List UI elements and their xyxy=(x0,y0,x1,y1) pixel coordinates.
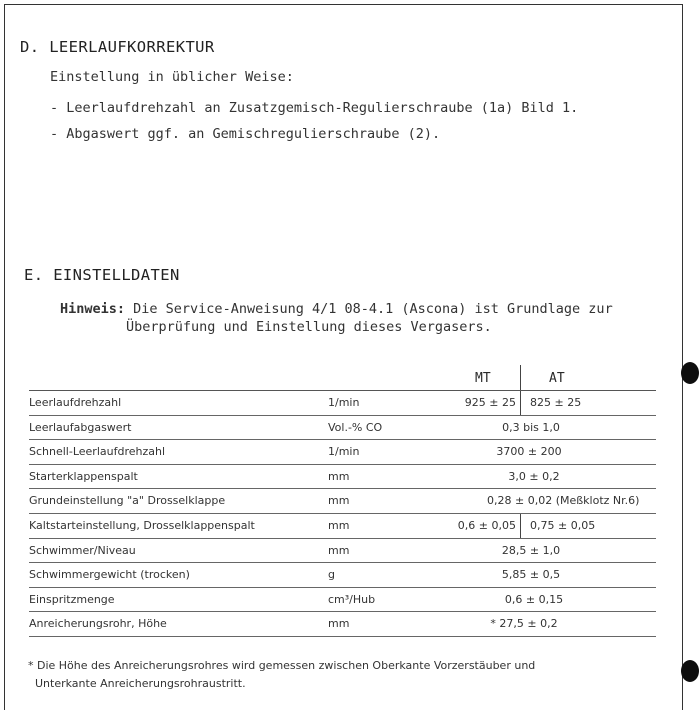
punch-hole-lower xyxy=(681,660,699,682)
section-d-item-2: - Abgaswert ggf. an Gemischregulierschraube (2). xyxy=(50,126,441,142)
footnote-line-2: Unterkante Anreicherungsrohraustritt. xyxy=(28,676,246,690)
row-value-at: 825 ± 25 xyxy=(530,396,582,409)
row-param: Anreicherungsrohr, Höhe xyxy=(29,617,167,631)
row-unit: mm xyxy=(328,469,350,483)
hint-label: Hinweis: xyxy=(60,301,126,317)
row-value: 28,5 ± 1,0 xyxy=(501,543,561,557)
section-d-heading: D. LEERLAUFKORREKTUR xyxy=(20,38,215,56)
hint-note xyxy=(60,300,613,336)
settings-table xyxy=(29,365,656,637)
column-mt-header: MT xyxy=(475,371,491,386)
row-unit: 1/min xyxy=(328,396,360,409)
row-unit: mm xyxy=(328,617,350,631)
row-param: Leerlaufabgaswert xyxy=(29,420,132,434)
row-param: Leerlaufdrehzahl xyxy=(29,396,122,409)
row-param: Einspritzmenge xyxy=(29,592,115,606)
row-unit: mm xyxy=(328,518,350,532)
row-value: 5,85 ± 0,5 xyxy=(501,568,561,582)
table-header xyxy=(29,365,656,391)
row-value: 3700 ± 200 xyxy=(496,445,562,459)
table-row xyxy=(29,539,656,564)
row-param: Grundeinstellung "a" Drosselklappe xyxy=(29,494,226,508)
row-value-at: 0,75 ± 0,05 xyxy=(530,518,596,532)
row-value: 0,3 bis 1,0 xyxy=(502,420,560,434)
table-row xyxy=(29,465,656,490)
row-value-mt: 0,6 ± 0,05 xyxy=(457,518,516,532)
row-value: * 27,5 ± 0,2 xyxy=(490,617,558,631)
row-param: Schnell-Leerlaufdrehzahl xyxy=(29,445,166,459)
row-unit: g xyxy=(328,568,335,582)
row-unit: mm xyxy=(328,494,350,508)
footnote xyxy=(28,657,535,692)
section-d-item-1: - Leerlaufdrehzahl an Zusatzgemisch-Regulierschraube (1a) Bild 1. xyxy=(50,100,579,116)
table-row xyxy=(29,416,656,441)
column-at-header: AT xyxy=(549,371,565,386)
punch-hole-upper xyxy=(681,362,699,384)
row-value-mt: 925 ± 25 xyxy=(464,396,516,409)
row-param: Schwimmer/Niveau xyxy=(29,543,136,557)
table-row xyxy=(29,391,656,416)
row-value: 3,0 ± 0,2 xyxy=(508,469,560,483)
row-value: 0,6 ± 0,15 xyxy=(504,592,564,606)
hint-text-line1: Die Service-Anweisung 4/1 08-4.1 (Ascona) ist Grundlage zur xyxy=(125,301,613,317)
table-row xyxy=(29,514,656,539)
row-param: Kaltstarteinstellung, Drosselklappenspalt xyxy=(29,518,255,532)
table-row xyxy=(29,563,656,588)
header-divider xyxy=(520,365,521,390)
row-divider xyxy=(520,391,521,415)
section-e-heading: E. EINSTELLDATEN xyxy=(24,266,180,284)
row-unit: 1/min xyxy=(328,445,360,459)
row-param: Schwimmergewicht (trocken) xyxy=(29,568,190,582)
table-row xyxy=(29,440,656,465)
row-unit: mm xyxy=(328,543,350,557)
table-row xyxy=(29,612,656,637)
table-row xyxy=(29,489,656,514)
row-unit: cm³/Hub xyxy=(328,592,376,606)
footnote-line-1: * Die Höhe des Anreicherungsrohres wird gemessen zwischen Oberkante Vorzerstäuber und xyxy=(28,659,536,672)
row-param: Starterklappenspalt xyxy=(29,469,138,483)
hint-text-line2: Überprüfung und Einstellung dieses Vergasers. xyxy=(126,319,492,335)
table-row xyxy=(29,588,656,613)
row-unit: Vol.-% CO xyxy=(328,420,383,434)
row-value: 0,28 ± 0,02 (Meßklotz Nr.6) xyxy=(487,494,640,508)
row-divider xyxy=(520,514,521,538)
section-d-intro: Einstellung in üblicher Weise: xyxy=(50,69,294,85)
